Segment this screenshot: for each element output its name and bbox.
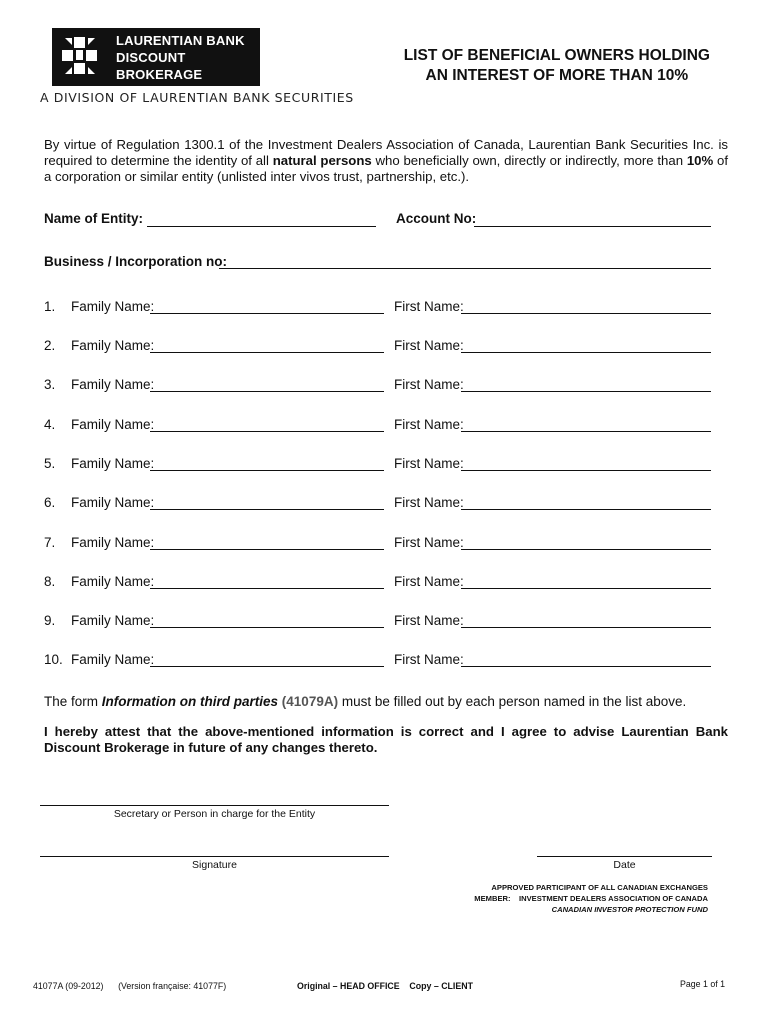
owner-number: 10. <box>44 652 63 667</box>
family-name-label: Family Name: <box>71 495 155 510</box>
family-name-label: Family Name: <box>71 338 155 353</box>
family-name-label: Family Name: <box>71 535 155 550</box>
intro-bold-1: natural persons <box>272 153 372 168</box>
first-name-label: First Name: <box>394 495 464 510</box>
page-title <box>404 46 710 86</box>
first-name-label: First Name: <box>394 338 464 353</box>
intro-text-3: of a corporation or similar entity (unlisted inter vivos trust, partnership, etc.). <box>44 153 728 184</box>
logo-wordmark <box>108 32 260 83</box>
page-number: Page 1 of 1 <box>680 979 725 989</box>
entity-name-label: Name of Entity: <box>44 211 144 226</box>
first-name-field[interactable] <box>461 470 711 471</box>
third-parties-pre: The form <box>44 694 102 709</box>
entity-name-field[interactable] <box>147 226 376 227</box>
logo-division-text: A DIVISION OF LAURENTIAN BANK SECURITIES <box>40 90 354 105</box>
membership-line-2: MEMBER: INVESTMENT DEALERS ASSOCIATION OF CANADA <box>474 894 708 903</box>
date-field[interactable] <box>537 856 712 857</box>
owner-number: 9. <box>44 613 56 628</box>
form-code: 41077A (09-2012) (Version française: 41077F) <box>33 981 227 991</box>
third-parties-form-name: Information on third parties <box>101 694 279 709</box>
third-parties-post: must be filled out by each person named in the list above. <box>338 694 687 709</box>
family-name-field[interactable] <box>150 391 384 392</box>
owner-number: 7. <box>44 535 56 550</box>
title-line-1: LIST OF BENEFICIAL OWNERS HOLDING <box>403 47 710 64</box>
secretary-caption: Secretary or Person in charge for the Entity <box>113 808 316 820</box>
family-name-label: Family Name: <box>71 613 155 628</box>
first-name-label: First Name: <box>394 613 464 628</box>
first-name-field[interactable] <box>461 509 711 510</box>
third-parties-form-code: (41079A) <box>281 694 339 709</box>
first-name-field[interactable] <box>461 431 711 432</box>
laurentian-logo-icon <box>52 28 108 86</box>
family-name-label: Family Name: <box>71 574 155 589</box>
account-no-field[interactable] <box>474 226 711 227</box>
family-name-field[interactable] <box>150 666 384 667</box>
family-name-field[interactable] <box>150 549 384 550</box>
owner-number: 3. <box>44 377 56 392</box>
family-name-field[interactable] <box>150 470 384 471</box>
logo-line-1: LAURENTIAN BANK <box>116 32 245 48</box>
first-name-field[interactable] <box>461 627 711 628</box>
signature-field[interactable] <box>40 856 389 857</box>
family-name-label: Family Name: <box>71 299 155 314</box>
first-name-field[interactable] <box>461 588 711 589</box>
intro-paragraph <box>44 137 728 185</box>
business-no-label: Business / Incorporation no: <box>44 254 228 269</box>
copy-distribution: Original – HEAD OFFICE Copy – CLIENT <box>297 981 473 991</box>
owner-number: 2. <box>44 338 56 353</box>
family-name-label: Family Name: <box>71 417 155 432</box>
third-parties-notice <box>44 694 686 709</box>
business-no-field[interactable] <box>219 268 711 269</box>
first-name-field[interactable] <box>461 313 711 314</box>
first-name-field[interactable] <box>461 352 711 353</box>
account-no-label: Account No: <box>396 211 477 226</box>
owner-number: 8. <box>44 574 56 589</box>
first-name-label: First Name: <box>394 417 464 432</box>
first-name-label: First Name: <box>394 574 464 589</box>
title-line-2: AN INTEREST OF MORE THAN 10% <box>425 67 689 84</box>
owner-number: 5. <box>44 456 56 471</box>
family-name-field[interactable] <box>150 588 384 589</box>
first-name-label: First Name: <box>394 299 464 314</box>
secretary-signature-field[interactable] <box>40 805 389 806</box>
intro-text-1: By virtue of Regulation 1300.1 of the Investment Dealers Association of Canada, Laurentian Bank Securities Inc. is required to determine the identity of all <box>44 137 728 168</box>
first-name-field[interactable] <box>461 549 711 550</box>
signature-caption: Signature <box>192 859 237 871</box>
attestation-statement: I hereby attest that the above-mentioned information is correct and I agree to advise Laurentian Bank Discount Brokerage in future of any changes thereto. <box>44 724 728 755</box>
intro-text-2: who beneficially own, directly or indirectly, more than <box>371 153 687 168</box>
first-name-label: First Name: <box>394 652 464 667</box>
membership-notice <box>474 882 708 915</box>
family-name-field[interactable] <box>150 509 384 510</box>
family-name-field[interactable] <box>150 627 384 628</box>
owner-number: 6. <box>44 495 56 510</box>
first-name-label: First Name: <box>394 377 464 392</box>
membership-line-3: CANADIAN INVESTOR PROTECTION FUND <box>551 905 708 914</box>
family-name-label: Family Name: <box>71 456 155 471</box>
company-logo <box>52 28 260 86</box>
first-name-label: First Name: <box>394 456 464 471</box>
first-name-field[interactable] <box>461 391 711 392</box>
intro-bold-2: 10% <box>686 153 714 168</box>
family-name-field[interactable] <box>150 352 384 353</box>
date-caption: Date <box>613 859 636 871</box>
family-name-label: Family Name: <box>71 377 155 392</box>
family-name-field[interactable] <box>150 431 384 432</box>
family-name-label: Family Name: <box>71 652 155 667</box>
membership-line-1: APPROVED PARTICIPANT OF ALL CANADIAN EXCHANGES <box>491 883 708 892</box>
logo-line-2: DISCOUNT BROKERAGE <box>116 49 203 82</box>
family-name-field[interactable] <box>150 313 384 314</box>
owner-number: 1. <box>44 299 56 314</box>
first-name-field[interactable] <box>461 666 711 667</box>
first-name-label: First Name: <box>394 535 464 550</box>
owner-number: 4. <box>44 417 56 432</box>
